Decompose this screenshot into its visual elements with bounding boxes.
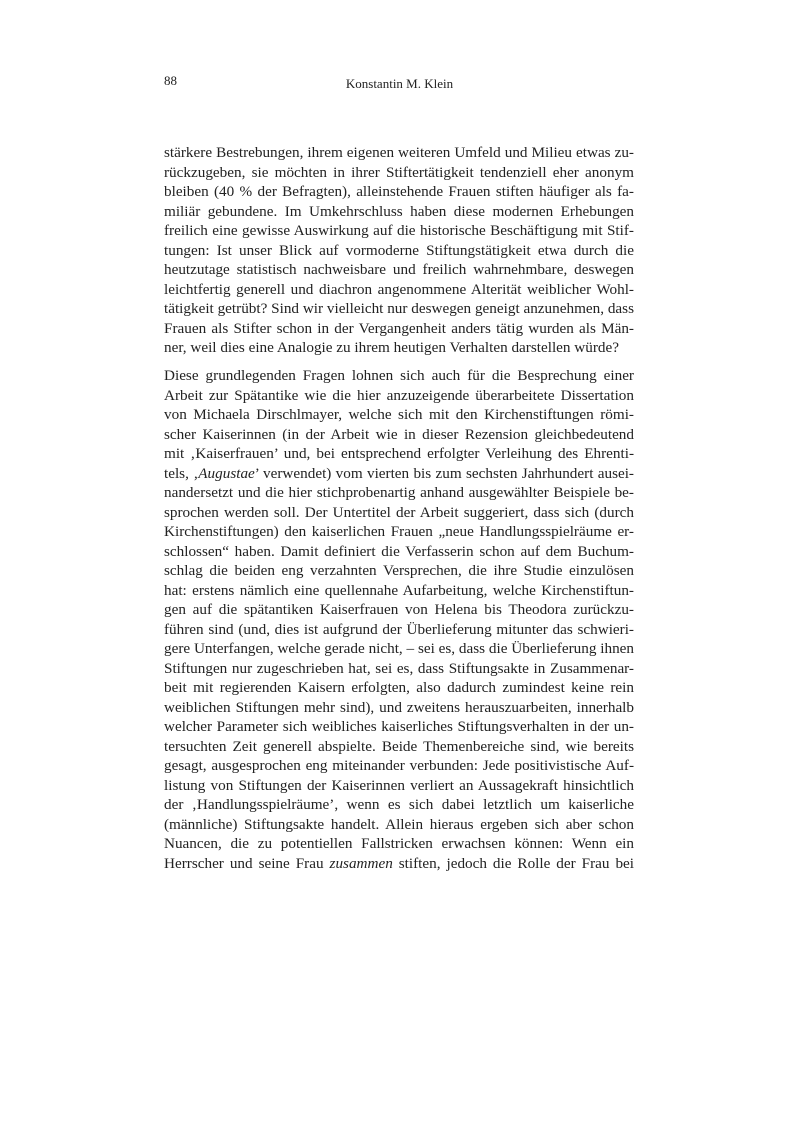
text-line: Nuancen, die zu potentiellen Fallstricken erwachsen können: Wenn ein — [164, 835, 634, 852]
text-line: Arbeit zur Spätantike wie die hier anzuzeigende überarbeitete Dissertation — [164, 386, 634, 404]
text-line: tätigkeit getrübt? Sind wir vielleicht nur deswegen geneigt anzunehmen, dass — [164, 300, 634, 317]
running-head: Konstantin M. Klein — [345, 76, 454, 91]
text-line: rückzugeben, sie möchten in ihrer Stiftertätigkeit tendenziell eher anonym — [164, 163, 634, 181]
text-line: heutzutage statistisch nachweisbare und freilich wahrnehmbare, deswegen — [164, 261, 634, 278]
text-line: freilich eine gewisse Auswirkung auf die historische Beschäftigung mit Stif- — [164, 222, 634, 239]
text-line: Kirchenstiftungen) den kaiserlichen Frauen „neue Handlungsspielräume er- — [164, 523, 634, 540]
text-line: Frauen als Stifter schon in der Vergangenheit anders tätig wurden als Män- — [164, 319, 634, 337]
text-line: (männliche) Stiftungsakte handelt. Allein hieraus ergeben sich aber schon — [164, 815, 634, 833]
text-line — [164, 464, 634, 484]
text-line: mit ‚Kaiserfrauen’ und, bei entsprechend erfolgter Verleihung des Ehrenti- — [164, 445, 634, 462]
text-line: von Michaela Dirschlmayer, welche sich mit den Kirchenstiftungen römi- — [164, 406, 634, 423]
italic-term: zusammen — [329, 854, 393, 872]
text-line: schlossen“ haben. Damit definiert die Verfasserin schon auf dem Buchum- — [164, 542, 634, 560]
text-line: gesagt, ausgesprochen eng miteinander verbunden: Jede positivistische Auf- — [164, 757, 634, 774]
text-line: Stiftungen nur zugeschrieben hat, sei es, dass Stiftungsakte in Zusammenar- — [164, 659, 634, 677]
page-number: 88 — [164, 73, 177, 88]
text-line: miliär gebundene. Im Umkehrschluss haben diese modernen Erhebungen — [164, 202, 634, 220]
paragraph-1 — [164, 143, 634, 358]
text-segment: ’ verwendet) vom vierten bis zum sechsten Jahrhundert ausei- — [254, 464, 634, 482]
text-line: tersuchten Zeit generell abspielte. Beide Themenbereiche sind, wie bereits — [164, 737, 634, 755]
text-line: gen auf die spätantiken Kaiserfrauen von Helena bis Theodora zurückzu- — [164, 601, 634, 618]
text-line: beit mit regierenden Kaisern erfolgten, also dadurch zumindest keine rein — [164, 679, 634, 696]
text-line: ner, weil dies eine Analogie zu ihrem heutigen Verhalten darstellen würde? — [164, 339, 619, 356]
text-segment: stiften, jedoch die Rolle der Frau bei — [392, 854, 634, 872]
text-line: nandersetzt und die hier stichprobenartig anhand ausgewählter Beispiele be- — [164, 484, 634, 501]
text-line: bleiben (40 % der Befragten), alleinstehende Frauen stiften häufiger als fa- — [164, 183, 634, 200]
text-segment: Herrscher und seine Frau — [164, 854, 330, 872]
text-line: sprochen werden soll. Der Untertitel der Arbeit suggeriert, dass sich (durch — [164, 503, 634, 521]
italic-term: Augustae — [198, 464, 255, 482]
text-line: scher Kaiserinnen (in der Arbeit wie in dieser Rezension gleichbedeutend — [164, 425, 634, 443]
text-line: führen sind (und, dies ist aufgrund der Überlieferung mitunter das schwieri- — [164, 620, 634, 638]
text-line: tungen: Ist unser Blick auf vormoderne Stiftungstätigkeit etwa durch die — [164, 241, 634, 259]
text-line: listung von Stiftungen der Kaiserinnen verliert an Aussagekraft hinsichtlich — [164, 776, 634, 794]
text-line: leichtfertig generell und diachron angenommene Alterität weiblicher Wohl- — [164, 280, 634, 298]
text-line: stärkere Bestrebungen, ihrem eigenen weiteren Umfeld und Milieu etwas zu- — [164, 144, 634, 161]
text-line: schlag die beiden eng verzahnten Versprechen, die ihre Studie einzulösen — [164, 562, 634, 579]
text-line: weiblichen Stiftungen mehr sind), und zweitens herauszuarbeiten, innerhalb — [164, 698, 634, 716]
text-line: Diese grundlegenden Fragen lohnen sich auch für die Besprechung einer — [164, 367, 634, 384]
text-line: der ‚Handlungsspielräume’, wenn es sich dabei letztlich um kaiserliche — [164, 796, 634, 813]
text-segment: tels, ‚ — [164, 464, 199, 482]
text-line: welcher Parameter sich weibliches kaiserliches Stiftungsverhalten in der un- — [164, 718, 634, 735]
text-line: hat: erstens nämlich eine quellennahe Aufarbeitung, welche Kirchenstiftun- — [164, 581, 634, 599]
text-line: gere Unterfangen, welche gerade nicht, – sei es, dass die Überlieferung ihnen — [164, 640, 634, 657]
text-line — [164, 854, 634, 874]
paragraph-2 — [164, 366, 634, 873]
